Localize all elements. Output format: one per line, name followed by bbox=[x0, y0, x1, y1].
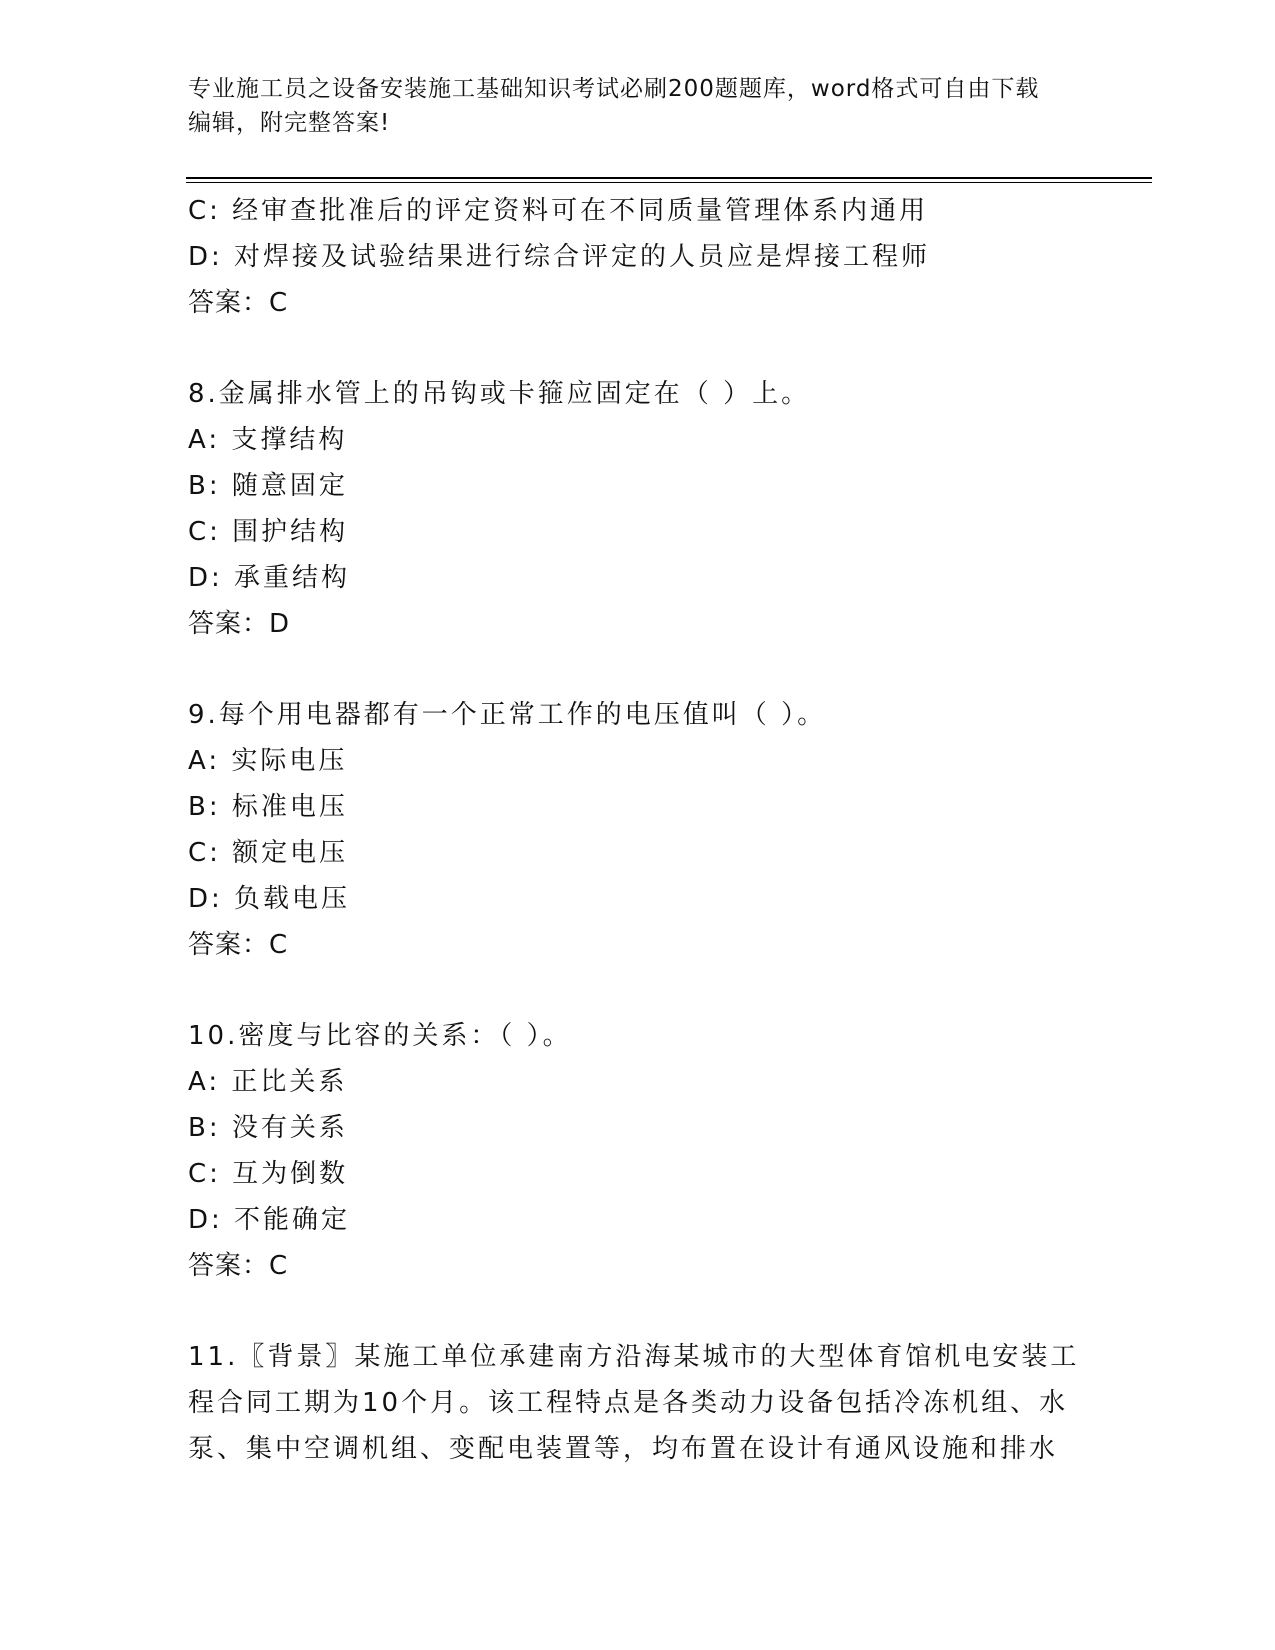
answer: 答案：C bbox=[188, 288, 289, 318]
option-c: C: 经审查批准后的评定资料可在不同质量管理体系内通用 bbox=[188, 196, 929, 226]
option-c: C: 围护结构 bbox=[188, 517, 349, 547]
question-10 bbox=[188, 1013, 1148, 1289]
answer: 答案：C bbox=[188, 930, 289, 960]
spacer bbox=[188, 1289, 1148, 1334]
header-rule-thick bbox=[186, 177, 1152, 179]
header-line-1: 专业施工员之设备安装施工基础知识考试必刷200题题库，word格式可自由下载 bbox=[188, 76, 1040, 102]
answer: 答案：D bbox=[188, 609, 291, 639]
option-c: C: 额定电压 bbox=[188, 838, 349, 868]
spacer bbox=[188, 968, 1148, 1013]
option-d: D: 承重结构 bbox=[188, 563, 351, 593]
option-a: A: 支撑结构 bbox=[188, 425, 348, 455]
option-d: D: 不能确定 bbox=[188, 1205, 351, 1235]
question-11 bbox=[188, 1334, 1148, 1472]
spacer bbox=[188, 647, 1148, 692]
question-7-tail bbox=[188, 188, 1148, 326]
option-d: D: 对焊接及试验结果进行综合评定的人员应是焊接工程师 bbox=[188, 242, 931, 272]
option-a: A: 正比关系 bbox=[188, 1067, 348, 1097]
option-b: B: 没有关系 bbox=[188, 1113, 348, 1143]
question-8 bbox=[188, 371, 1148, 647]
answer: 答案：C bbox=[188, 1251, 289, 1281]
question-stem-line-3: 泵、集中空调机组、变配电装置等，均布置在设计有通风设施和排水 bbox=[188, 1434, 1059, 1464]
spacer bbox=[188, 326, 1148, 371]
option-c: C: 互为倒数 bbox=[188, 1159, 349, 1189]
option-d: D: 负载电压 bbox=[188, 884, 351, 914]
question-stem: 9.每个用电器都有一个正常工作的电压值叫（ ）。 bbox=[188, 700, 827, 730]
document-header bbox=[188, 72, 1068, 140]
option-a: A: 实际电压 bbox=[188, 746, 348, 776]
question-stem: 10.密度与比容的关系：（ ）。 bbox=[188, 1021, 572, 1051]
option-b: B: 标准电压 bbox=[188, 792, 348, 822]
header-line-2: 编辑，附完整答案! bbox=[188, 110, 391, 136]
question-stem-line-2: 程合同工期为10个月。该工程特点是各类动力设备包括冷冻机组、水 bbox=[188, 1388, 1069, 1418]
question-stem-line-1: 11.〖背景〗某施工单位承建南方沿海某城市的大型体育馆机电安装工 bbox=[188, 1342, 1080, 1372]
question-stem: 8.金属排水管上的吊钩或卡箍应固定在（ ）上。 bbox=[188, 379, 811, 409]
question-9 bbox=[188, 692, 1148, 968]
document-body bbox=[188, 188, 1148, 1472]
header-rule-thin bbox=[186, 182, 1152, 183]
option-b: B: 随意固定 bbox=[188, 471, 348, 501]
